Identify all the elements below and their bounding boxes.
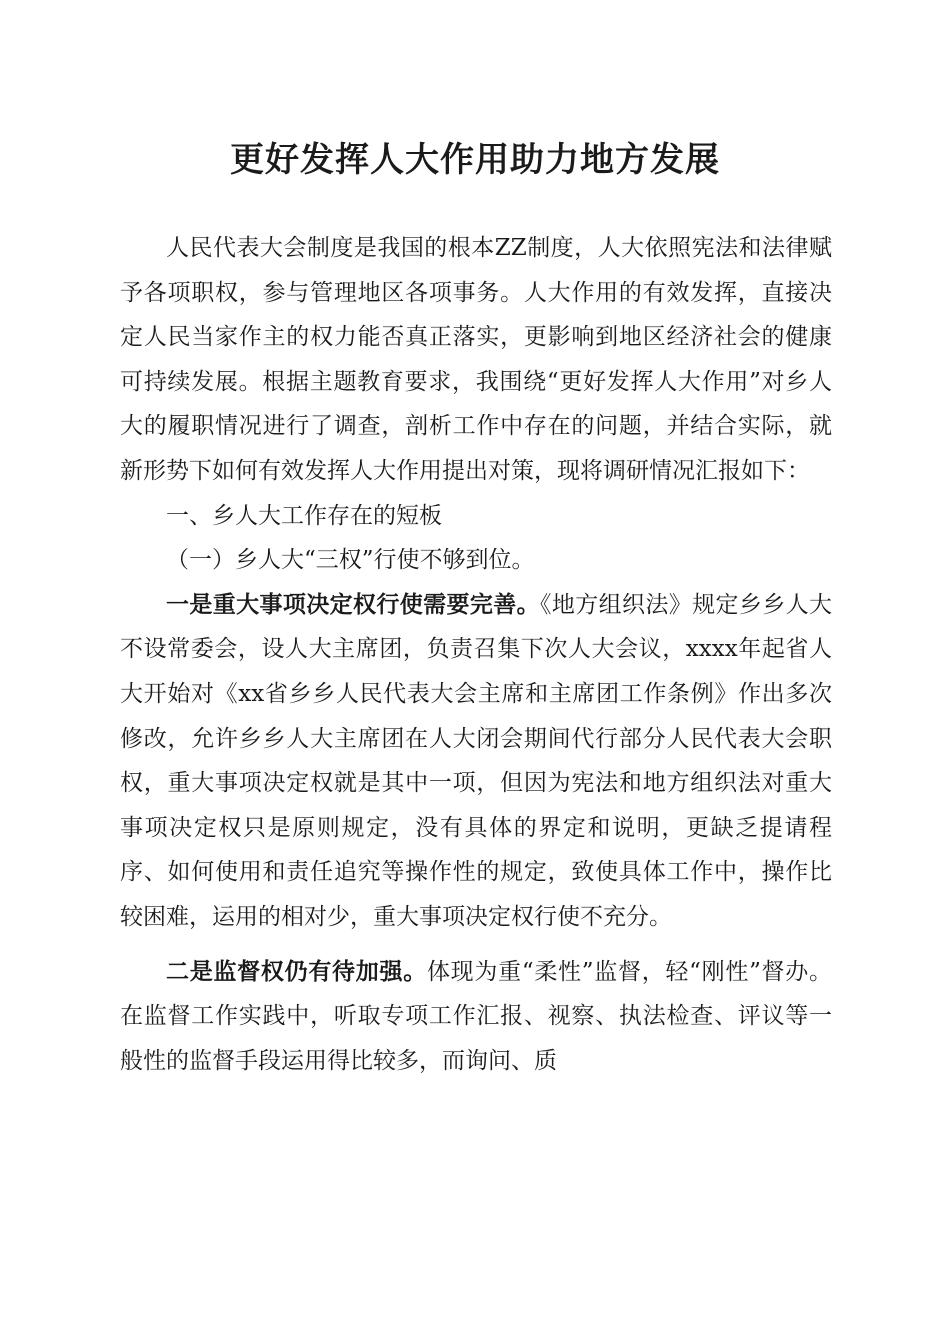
paragraph-lead: 一是重大事项决定权行使需要完善。 [166, 590, 540, 618]
body-paragraph-1 [120, 583, 832, 940]
paragraph-text: 体现为重“柔性”监督，轻“刚性”督办。在监督工作实践中，听取专项工作汇报、视察、执法检查、评议等一般性的监督手段运用得比较多，而询问、质 [120, 958, 832, 1074]
section-heading: 一、乡人大工作存在的短板 [166, 502, 442, 529]
document-title: 更好发挥人大作用助力地方发展 [230, 140, 720, 180]
subsection-heading: （一）乡人大“三权”行使不够到位。 [166, 547, 535, 574]
paragraph-lead: 二是监督权仍有待加强。 [166, 957, 427, 985]
intro-paragraph: 人民代表大会制度是我国的根本ZZ制度，人大依照宪法和法律赋予各项职权，参与管理地区各项事务。人大作用的有效发挥，直接决定人民当家作主的权力能否真正落实，更影响到地区经济社会的健康可持续发展。根据主题教育要求，我围绕“更好发挥人大作用”对乡人大的履职情况进行了调查，剖析工作中存在的问题，并结合实际，就新形势下如何有效发挥人大作用提出对策，现将调研情况汇报如下： [120, 235, 832, 484]
document-body [120, 226, 832, 1083]
paragraph-text: 《地方组织法》规定乡乡人大不设常委会，设人大主席团，负责召集下次人大会议，xxxx年起省人大开始对《xx省乡乡人民代表大会主席和主席团工作条例》作出多次修改，允许乡乡人大主席团在人大闭会期间代行部分人民代表大会职权，重大事项决定权就是其中一项，但因为宪法和地方组织法对重大事项决定权只是原则规定，没有具体的界定和说明，更缺乏提请程序、如何使用和责任追究等操作性的规定，致使具体工作中，操作比较困难，运用的相对少，重大事项决定权行使不充分。 [120, 591, 832, 930]
body-paragraph-2 [120, 950, 832, 1084]
